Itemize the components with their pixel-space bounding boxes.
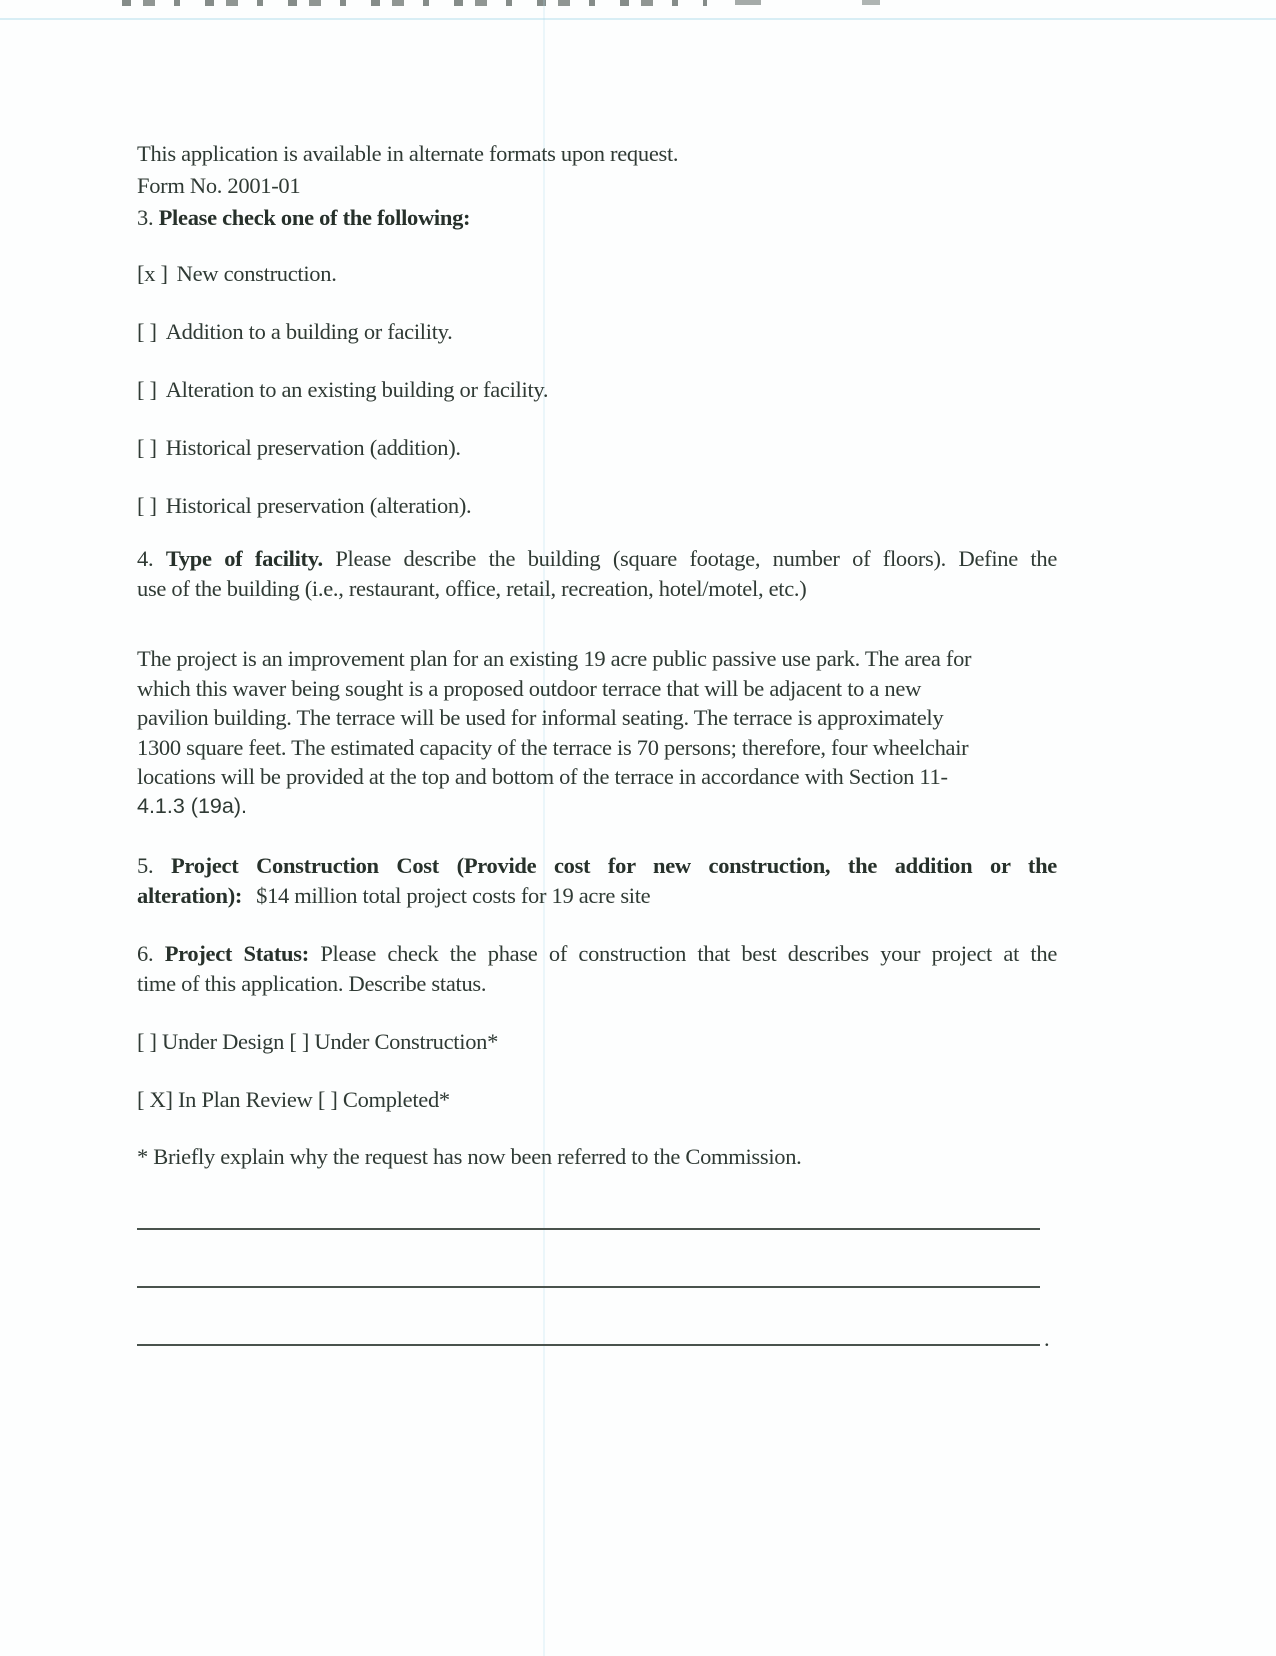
cutoff-text-artifact <box>122 0 707 6</box>
checkbox-option-addition <box>137 317 1057 346</box>
checkbox-glyph: [ ] <box>137 377 157 402</box>
section4-prompt-part1: Please describe the building (square footage, number of floors). Define the <box>335 546 1058 571</box>
status-footnote: * Briefly explain why the request has now been referred to the Commission. <box>137 1144 802 1169</box>
answer-blank-line-3 <box>137 1344 1040 1346</box>
section4-heading-text: Type of facility. <box>165 546 323 571</box>
scan-line-artifact <box>543 0 545 1656</box>
section6-project-status <box>137 939 1057 999</box>
alternate-formats-note: This application is available in alternate formats upon request. <box>137 141 679 166</box>
option-label: Historical preservation (alteration). <box>165 493 472 518</box>
section5-construction-cost <box>137 851 1057 911</box>
option-label: Alteration to an existing building or facility. <box>165 377 549 402</box>
trailing-period: . <box>1044 1326 1050 1351</box>
section6-prompt-part2: time of this application. Describe status. <box>137 971 487 996</box>
checkbox-glyph: [x ] <box>137 261 168 286</box>
answer-blank-line-1 <box>137 1228 1040 1230</box>
section3-heading-text: Please check one of the following: <box>158 205 471 230</box>
form-number: Form No. 2001-01 <box>137 173 301 198</box>
option-label: Addition to a building or facility. <box>165 319 453 344</box>
section4-heading-line1 <box>137 544 1057 574</box>
scan-line-artifact <box>0 18 1276 20</box>
description-line: 1300 square feet. The estimated capacity of the terrace is 70 persons; therefore, four wheelchair <box>137 734 969 760</box>
section3-options <box>137 259 1057 549</box>
answer-blank-line-2 <box>137 1286 1040 1288</box>
section4-prompt-part2: use of the building (i.e., restaurant, office, retail, recreation, hotel/motel, etc.) <box>137 576 807 601</box>
checkbox-option-new-construction <box>137 259 1057 288</box>
description-line: 4.1.3 (19a). <box>137 793 247 818</box>
section6-heading-text: Project Status: <box>164 941 309 966</box>
section5-number: 5. <box>137 853 154 878</box>
description-line: locations will be provided at the top and bottom of the terrace in accordance with Section 11- <box>137 764 948 789</box>
checkbox-glyph: [ ] <box>137 319 157 344</box>
section3-number: 3. <box>137 205 154 230</box>
cutoff-text-artifact <box>735 0 761 5</box>
checkbox-option-historical-alteration <box>137 491 1057 520</box>
section5-heading-line1 <box>137 851 1057 881</box>
option-label: Historical preservation (addition). <box>165 435 461 460</box>
checkbox-glyph: [ ] <box>137 435 157 460</box>
checkbox-option-alteration <box>137 375 1057 404</box>
section6-number: 6. <box>137 941 154 966</box>
description-line: The project is an improvement plan for an existing 19 acre public passive use park. The area for <box>137 646 972 671</box>
section4-number: 4. <box>137 546 154 571</box>
section5-line2 <box>137 881 1057 911</box>
status-row-review-completed: [ X] In Plan Review [ ] Completed* <box>137 1087 450 1112</box>
section6-prompt-part1: Please check the phase of construction that best describes your project at the <box>320 941 1058 966</box>
section5-heading-text2: alteration): <box>137 883 243 908</box>
section4-heading <box>137 544 1057 604</box>
facility-description <box>137 644 1057 821</box>
section6-heading-line1 <box>137 939 1057 969</box>
cutoff-text-artifact <box>862 0 880 5</box>
intro-block <box>137 138 1057 234</box>
checkbox-glyph: [ ] <box>137 493 157 518</box>
option-label: New construction. <box>176 261 337 286</box>
description-line: which this waver being sought is a proposed outdoor terrace that will be adjacent to a new <box>137 675 922 701</box>
checkbox-option-historical-addition <box>137 433 1057 462</box>
status-row-design-construction: [ ] Under Design [ ] Under Construction* <box>137 1029 499 1054</box>
construction-cost-value: $14 million total project costs for 19 acre site <box>256 883 651 908</box>
section3-heading <box>137 202 1057 234</box>
description-line: pavilion building. The terrace will be used for informal seating. The terrace is approximately <box>137 705 944 730</box>
section5-heading-text: Project Construction Cost (Provide cost for new construction, the addition or the <box>170 853 1057 878</box>
